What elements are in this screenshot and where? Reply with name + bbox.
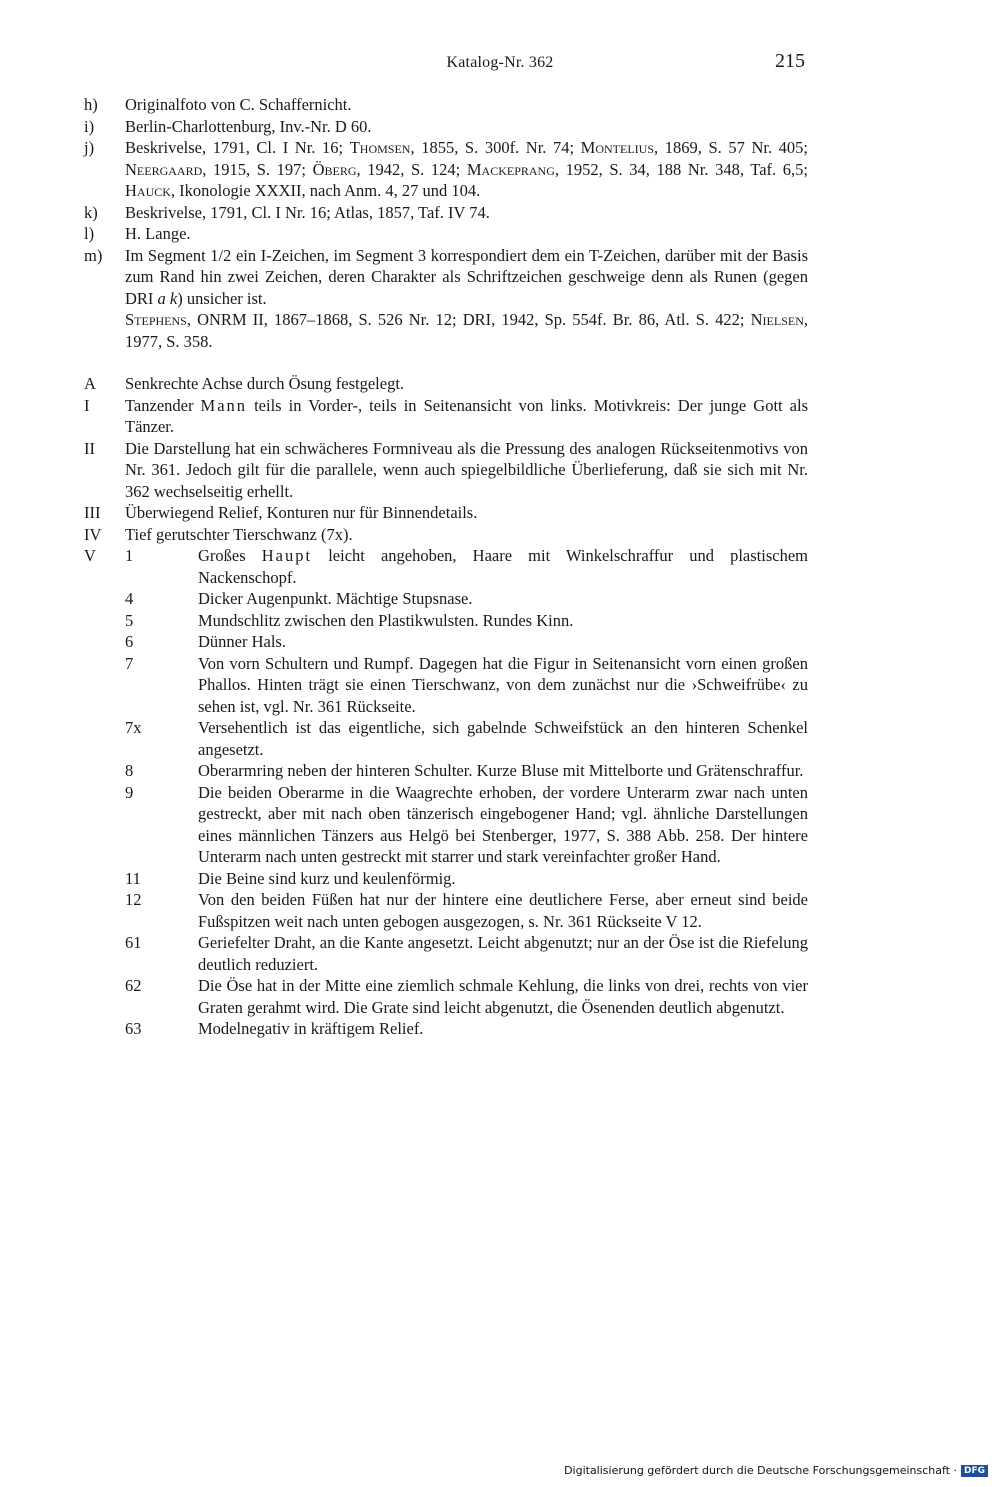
reference-entry bbox=[84, 245, 808, 310]
text-run: ) unsicher ist. bbox=[177, 288, 267, 308]
analysis-text bbox=[125, 438, 808, 503]
detail-number: 7x bbox=[125, 718, 142, 737]
footer-text: Digitalisierung gefördert durch die Deutsche Forschungsgemeinschaft · bbox=[564, 1464, 957, 1477]
text-run: Modelnegativ in kräftigem Relief. bbox=[198, 1019, 424, 1038]
text-run: , ONRM II, 1867–1868, S. 526 Nr. 12; DRI, 1942, Sp. 554f. Br. 86, Atl. S. 422; bbox=[186, 310, 751, 329]
emphasized-term: Haupt bbox=[261, 546, 313, 565]
detail-entry bbox=[84, 545, 808, 588]
reference-text bbox=[125, 137, 808, 202]
reference-text bbox=[125, 202, 808, 224]
emphasized-term: Mann bbox=[200, 395, 248, 415]
detail-entry bbox=[84, 1018, 808, 1040]
running-title: Katalog-Nr. 362 bbox=[446, 54, 554, 71]
analysis-section bbox=[84, 373, 808, 1040]
detail-text bbox=[198, 1018, 808, 1040]
text-run: , 1942, S. 124; bbox=[356, 159, 467, 179]
text-run: Beskrivelse, 1791, Cl. I Nr. 16; bbox=[125, 138, 350, 157]
text-run: Geriefelter Draht, an die Kante angesetzt. Leicht abgenutzt; nur an der Öse ist die Riefelung deutlich reduziert. bbox=[198, 933, 808, 974]
reference-entry bbox=[84, 202, 808, 224]
detail-list bbox=[84, 545, 808, 1040]
text-run: Senkrechte Achse durch Ösung festgelegt. bbox=[125, 374, 405, 393]
detail-text bbox=[198, 717, 808, 760]
analysis-entry bbox=[84, 524, 808, 546]
detail-entry bbox=[84, 631, 808, 653]
detail-number: 8 bbox=[125, 761, 134, 780]
author-name: Neergaard bbox=[125, 159, 203, 179]
analysis-text bbox=[125, 373, 808, 395]
detail-section-key bbox=[84, 760, 125, 782]
detail-section-key bbox=[84, 889, 125, 932]
text-run: Beskrivelse, 1791, Cl. I Nr. 16; Atlas, 1857, Taf. IV 74. bbox=[125, 202, 490, 222]
analysis-text bbox=[125, 395, 808, 438]
detail-entry bbox=[84, 588, 808, 610]
reference-entry bbox=[84, 116, 808, 138]
analysis-entry bbox=[84, 373, 808, 395]
text-run: a k bbox=[157, 288, 178, 308]
text-run: Großes bbox=[198, 546, 262, 565]
text-run: Berlin-Charlottenburg, Inv.-Nr. D 60. bbox=[125, 116, 372, 136]
text-run: Versehentlich ist das eigentliche, sich gabelnde Schweifstück an den hinteren Schenkel angesetzt. bbox=[198, 718, 808, 759]
detail-section-key bbox=[84, 717, 125, 760]
detail-section-key bbox=[84, 975, 125, 1018]
text-run: , 1915, S. 197; bbox=[202, 159, 313, 179]
text-run: Die Öse hat in der Mitte eine ziemlich schmale Kehlung, die links von drei, rechts von vier Graten gerahmt wird. Die Grate sind leicht abgenutzt, die Ösenenden deutlich abgenutzt. bbox=[198, 976, 808, 1017]
detail-text bbox=[198, 889, 808, 932]
author-name: Montelius bbox=[580, 138, 655, 157]
detail-entry bbox=[84, 717, 808, 760]
detail-section-key bbox=[84, 782, 125, 868]
text-run: Dicker Augenpunkt. Mächtige Stupsnase. bbox=[198, 589, 473, 608]
reference-text bbox=[125, 309, 808, 352]
detail-entry bbox=[84, 760, 808, 782]
detail-entry bbox=[84, 610, 808, 632]
detail-section-key bbox=[84, 1018, 125, 1040]
detail-text bbox=[198, 868, 808, 890]
detail-number: 62 bbox=[125, 976, 142, 995]
detail-entry bbox=[84, 868, 808, 890]
detail-text bbox=[198, 760, 808, 782]
text-run: Tief gerutschter Tierschwanz (7x). bbox=[125, 524, 353, 544]
text-run: Oberarmring neben der hinteren Schulter. Kurze Bluse mit Mittelborte und Grätenschraffur. bbox=[198, 761, 804, 780]
author-name: Stephens bbox=[125, 310, 187, 329]
digitization-footer bbox=[564, 1464, 988, 1477]
detail-text bbox=[198, 610, 808, 632]
text-run: Die beiden Oberarme in die Waagrechte erhoben, der vordere Unterarm zwar nach unten gestreckt, aber mit nach oben tänzerisch eingebogener Hand; vgl. ähnliche Darstellungen eines männlichen Tänzers aus Helgö bei Stenberger, 1977, S. 388 Abb. 258. Der hintere Unterarm nach unten gestreckt mit starrer und stark vereinfachter großer Hand. bbox=[198, 782, 808, 866]
detail-section-key bbox=[84, 653, 125, 718]
reference-entry bbox=[84, 94, 808, 116]
page-number: 215 bbox=[775, 50, 805, 72]
reference-text bbox=[125, 94, 808, 116]
dfg-logo: DFG bbox=[961, 1465, 988, 1477]
text-run: H. Lange. bbox=[125, 224, 191, 243]
page-header bbox=[0, 50, 1000, 78]
text-run: , 1952, S. 34, 188 Nr. 348, Taf. 6,5; bbox=[554, 159, 808, 179]
analysis-key: I bbox=[84, 395, 90, 415]
analysis-key: A bbox=[84, 374, 96, 393]
detail-section-key bbox=[84, 932, 125, 975]
reference-key: i) bbox=[84, 116, 95, 136]
text-run: Von vorn Schultern und Rumpf. Dagegen hat die Figur in Seitenansicht vorn einen großen Phallos. Hinten trägt sie einen Tierschwanz, von dem zunächst nur die ›Schweifrübe‹ zu sehen ist, vgl. Nr. 361 Rückseite. bbox=[198, 653, 808, 716]
detail-number: 61 bbox=[125, 933, 142, 952]
detail-section-key bbox=[84, 588, 125, 610]
detail-entry bbox=[84, 932, 808, 975]
detail-number: 5 bbox=[125, 610, 134, 630]
detail-text bbox=[198, 545, 808, 588]
analysis-key: II bbox=[84, 438, 95, 458]
reference-key: m) bbox=[84, 245, 103, 265]
text-run: Überwiegend Relief, Konturen nur für Binnendetails. bbox=[125, 503, 478, 522]
detail-entry bbox=[84, 889, 808, 932]
reference-key bbox=[84, 309, 125, 352]
detail-text bbox=[198, 631, 808, 653]
analysis-text bbox=[125, 502, 808, 524]
reference-key: j) bbox=[84, 138, 95, 157]
reference-text bbox=[125, 245, 808, 310]
author-name: Hauck bbox=[125, 181, 171, 200]
reference-entry bbox=[84, 309, 808, 352]
text-run: Originalfoto von C. Schaffernicht. bbox=[125, 95, 352, 114]
text-run: , 1855, S. 300f. Nr. 74; bbox=[410, 138, 581, 157]
detail-number: 6 bbox=[125, 632, 134, 651]
text-run: Im Segment 1/2 ein I-Zeichen, im Segment 3 korrespondiert dem ein T-Zeichen, darüber mit der Basis zum Rand hin zwei Zeichen, deren Charakter als Schriftzeichen geschweige denn als Runen (gegen DRI bbox=[125, 245, 808, 308]
text-run: Dünner Hals. bbox=[198, 632, 286, 651]
reference-entry bbox=[84, 137, 808, 202]
detail-text bbox=[198, 975, 808, 1018]
detail-text bbox=[198, 932, 808, 975]
detail-section-key bbox=[84, 631, 125, 653]
text-run: Die Beine sind kurz und keulenförmig. bbox=[198, 868, 456, 888]
text-run: leicht angehoben, Haare mit Winkelschraffur und plastischem Nackenschopf. bbox=[198, 546, 808, 587]
text-run: Von den beiden Füßen hat nur der hintere eine deutlichere Ferse, aber erneut sind beide Fußspitzen weit nach unten gebogen ausgezogen, s. Nr. 361 Rückseite V 12. bbox=[198, 890, 808, 931]
text-run: , Ikonologie XXXII, nach Anm. 4, 27 und 104. bbox=[170, 181, 481, 200]
author-name: Thomsen bbox=[349, 138, 411, 157]
detail-number: 9 bbox=[125, 782, 134, 802]
detail-section-key bbox=[84, 868, 125, 890]
author-name: Mackeprang bbox=[466, 159, 555, 179]
analysis-key: IV bbox=[84, 524, 102, 544]
detail-number: 12 bbox=[125, 890, 142, 909]
analysis-key: III bbox=[84, 503, 101, 522]
detail-number: 4 bbox=[125, 589, 134, 608]
detail-entry bbox=[84, 782, 808, 868]
analysis-entry bbox=[84, 502, 808, 524]
reference-entry bbox=[84, 223, 808, 245]
detail-text bbox=[198, 653, 808, 718]
text-run: teils in Vorder-, teils in Seitenansicht von links. Motivkreis: Der junge Gott als Tänzer. bbox=[125, 395, 808, 436]
analysis-entry bbox=[84, 395, 808, 438]
detail-section-key: V bbox=[84, 546, 96, 565]
author-name: Nielsen bbox=[750, 310, 804, 329]
detail-entry bbox=[84, 653, 808, 718]
detail-section-key bbox=[84, 610, 125, 632]
text-run: Die Darstellung hat ein schwächeres Formniveau als die Pressung des analogen Rückseitenmotivs von Nr. 361. Jedoch gilt für die parallele, wenn auch spiegelbildliche Überlieferung, daß sie sich mit Nr. 362 wechselseitig erhellt. bbox=[125, 438, 808, 501]
analysis-text bbox=[125, 524, 808, 546]
reference-text bbox=[125, 116, 808, 138]
reference-key: k) bbox=[84, 202, 98, 222]
author-name: Öberg bbox=[312, 159, 357, 179]
text-run: Mundschlitz zwischen den Plastikwulsten. Rundes Kinn. bbox=[198, 610, 574, 630]
analysis-entry bbox=[84, 438, 808, 503]
detail-number: 11 bbox=[125, 868, 141, 888]
detail-number: 1 bbox=[125, 546, 134, 565]
reference-list bbox=[84, 94, 808, 352]
text-run: , 1869, S. 57 Nr. 405; bbox=[654, 138, 808, 157]
detail-text bbox=[198, 782, 808, 868]
reference-key: h) bbox=[84, 95, 98, 114]
detail-text bbox=[198, 588, 808, 610]
detail-number: 63 bbox=[125, 1019, 142, 1038]
text-run: , 1977, S. 358. bbox=[125, 310, 808, 351]
detail-entry bbox=[84, 975, 808, 1018]
reference-key: l) bbox=[84, 224, 95, 243]
detail-number: 7 bbox=[125, 653, 134, 673]
reference-text bbox=[125, 223, 808, 245]
text-run: Tanzender bbox=[125, 395, 201, 415]
